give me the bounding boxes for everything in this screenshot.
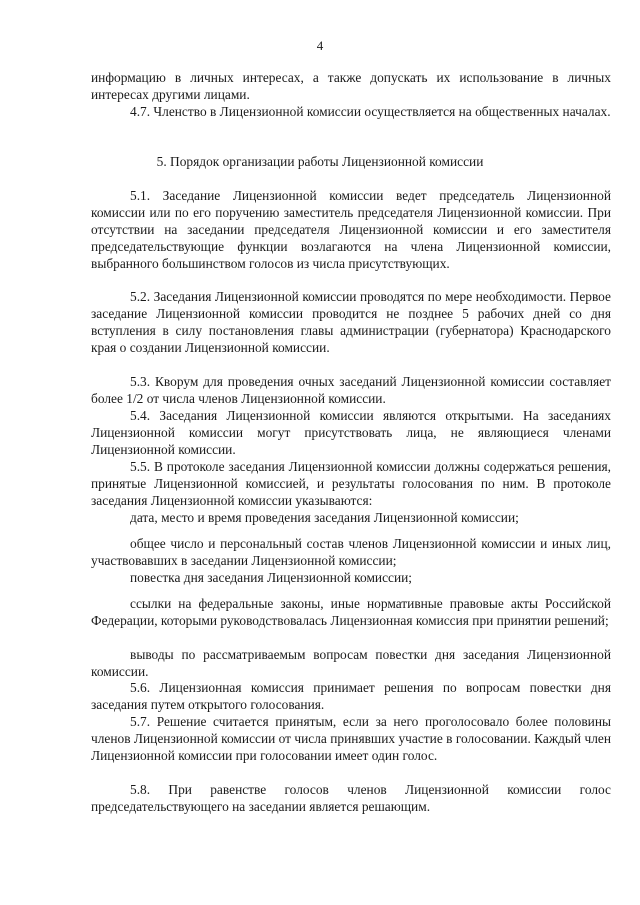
page-number: 4	[316, 38, 324, 53]
paragraph-5-1: 5.1. Заседание Лицензионной комиссии ведет председатель Лицензионной комиссии или по его поручению заместитель председателя Лицензионной комиссии. При отсутствии на заседании председателя Лицензионной комиссии и его заместителя председательствующие функции возлагаются на члена Лицензионной комиссии, выбранного большинством голосов из числа присутствующих.	[91, 188, 611, 271]
paragraph-5-3: 5.3. Кворум для проведения очных заседаний Лицензионной комиссии составляет более 1/2 от числа членов Лицензионной комиссии.	[91, 374, 611, 406]
list-item-date: дата, место и время проведения заседания Лицензионной комиссии;	[130, 510, 519, 525]
list-item-members: общее число и персональный состав членов Лицензионной комиссии и иных лиц, участвовавших в заседании Лицензионной комиссии;	[91, 536, 611, 568]
list-item-conclusions: выводы по рассматриваемым вопросам повестки дня заседания Лицензионной комиссии.	[91, 647, 611, 679]
list-item-laws: ссылки на федеральные законы, иные нормативные правовые акты Российской Федерации, которыми руководствовалась Лицензионная комиссия при принятии решений;	[91, 596, 611, 628]
paragraph-5-7: 5.7. Решение считается принятым, если за него проголосовало более половины членов Лицензионной комиссии от числа принявших участие в голосовании. Каждый член Лицензионной комиссии при голосовании имеет один голос.	[91, 714, 611, 763]
paragraph-5-5: 5.5. В протоколе заседания Лицензионной комиссии должны содержаться решения, принятые Лицензионной комиссией, и результаты голосования по ним. В протоколе заседания Лицензионной комиссии указываются:	[91, 459, 611, 508]
paragraph-5-6: 5.6. Лицензионная комиссия принимает решения по вопросам повестки дня заседания путем открытого голосования.	[91, 680, 611, 712]
list-item-agenda: повестка дня заседания Лицензионной комиссии;	[130, 570, 413, 585]
paragraph-5-4: 5.4. Заседания Лицензионной комиссии являются открытыми. На заседаниях Лицензионной комиссии могут присутствовать лица, не являющиеся членами Лицензионной комиссии.	[91, 408, 611, 457]
paragraph-continuation: информацию в личных интересах, а также допускать их использование в личных интересах другими лицами.	[91, 70, 611, 102]
section-heading: 5. Порядок организации работы Лицензионной комиссии	[156, 154, 484, 169]
paragraph-5-8: 5.8. При равенстве голосов членов Лицензионной комиссии голос председательствующего на заседании является решающим.	[91, 782, 611, 814]
paragraph-5-2: 5.2. Заседания Лицензионной комиссии проводятся по мере необходимости. Первое заседание Лицензионной комиссии проводится не позднее 5 рабочих дней со дня вступления в силу постановления главы администрации (губернатора) Краснодарского края о создании Лицензионной комиссии.	[91, 289, 611, 355]
paragraph-4-7: 4.7. Членство в Лицензионной комиссии осуществляется на общественных началах.	[130, 104, 611, 119]
